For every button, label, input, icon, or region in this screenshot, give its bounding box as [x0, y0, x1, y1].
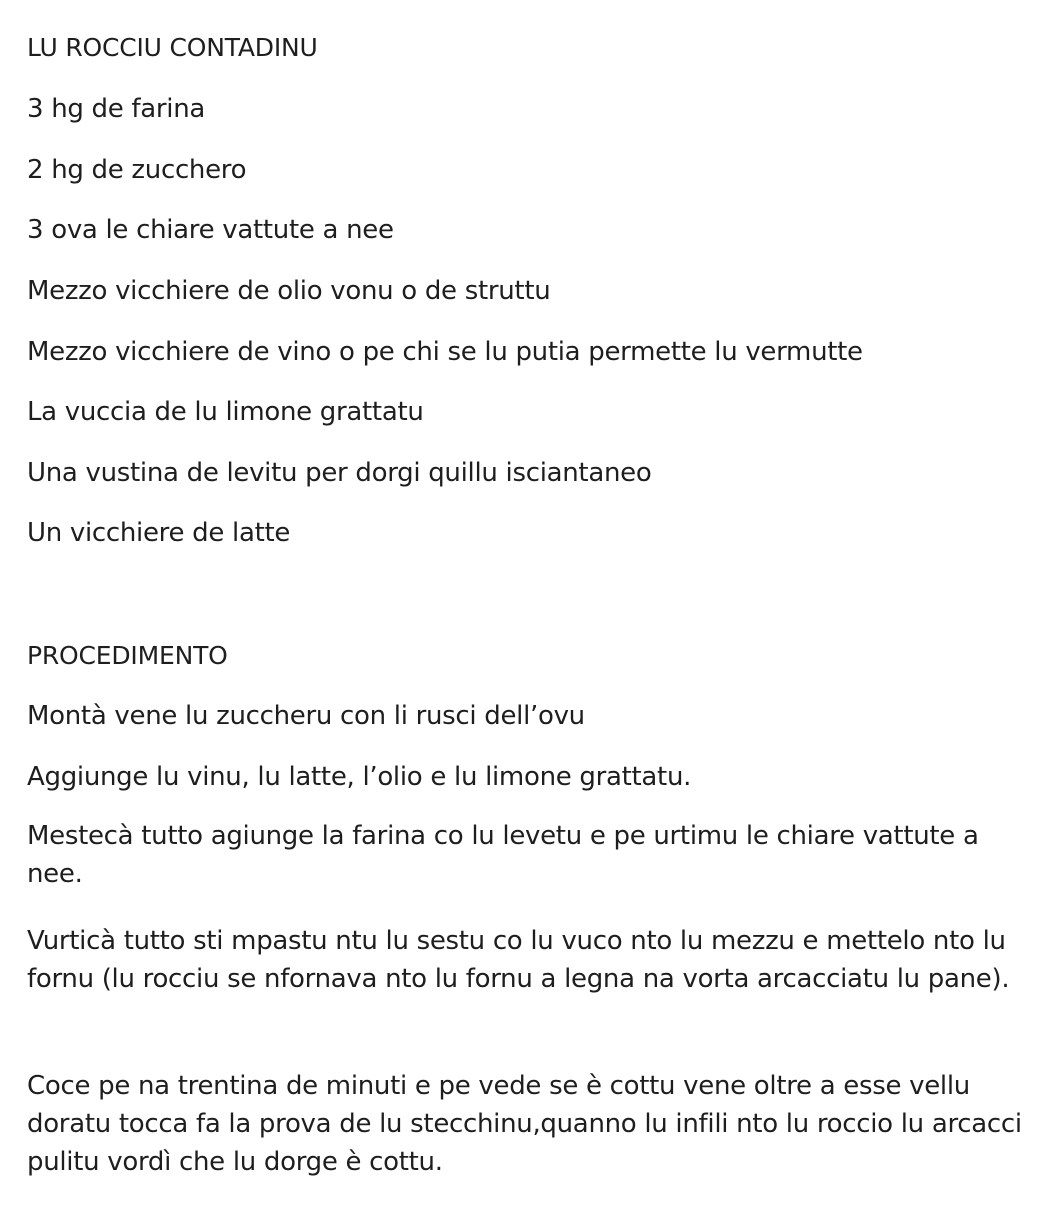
ingredient-line: Una vustina de levitu per dorgi quillu isciantaneo: [27, 458, 652, 488]
procedure-step: Montà vene lu zuccheru con li rusci dell’ovu: [27, 701, 585, 731]
procedure-step: Aggiunge lu vinu, lu latte, l’olio e lu limone grattatu.: [27, 762, 692, 792]
recipe-title: LU ROCCIU CONTADINU: [27, 33, 318, 62]
procedure-step: Mestecà tutto agiunge la farina co lu levetu e pe urtimu le chiare vattute a nee.: [27, 821, 979, 889]
ingredient-line: Un vicchiere de latte: [27, 518, 291, 548]
ingredient-line: La vuccia de lu limone grattatu: [27, 397, 424, 427]
ingredient-line: 3 hg de farina: [27, 94, 206, 124]
ingredient-line: Mezzo vicchiere de olio vonu o de struttu: [27, 276, 551, 306]
procedure-title: PROCEDIMENTO: [27, 641, 228, 670]
ingredient-line: 3 ova le chiare vattute a nee: [27, 215, 394, 245]
procedure-step: Vurticà tutto sti mpastu ntu lu sestu co lu vuco nto lu mezzu e mettelo nto lu fornu (lu rocciu se nfornava nto lu fornu a legna na vorta arcacciatu lu pane).: [27, 926, 1010, 994]
procedure-step: Coce pe na trentina de minuti e pe vede se è cottu vene oltre a esse vellu doratu tocca fa la prova de lu stecchinu,quanno lu infili nto lu roccio lu arcacci pulitu vordì che lu dorge è cottu.: [27, 1071, 1022, 1177]
ingredient-line: Mezzo vicchiere de vino o pe chi se lu putia permette lu vermutte: [27, 337, 863, 367]
ingredient-line: 2 hg de zucchero: [27, 155, 247, 185]
